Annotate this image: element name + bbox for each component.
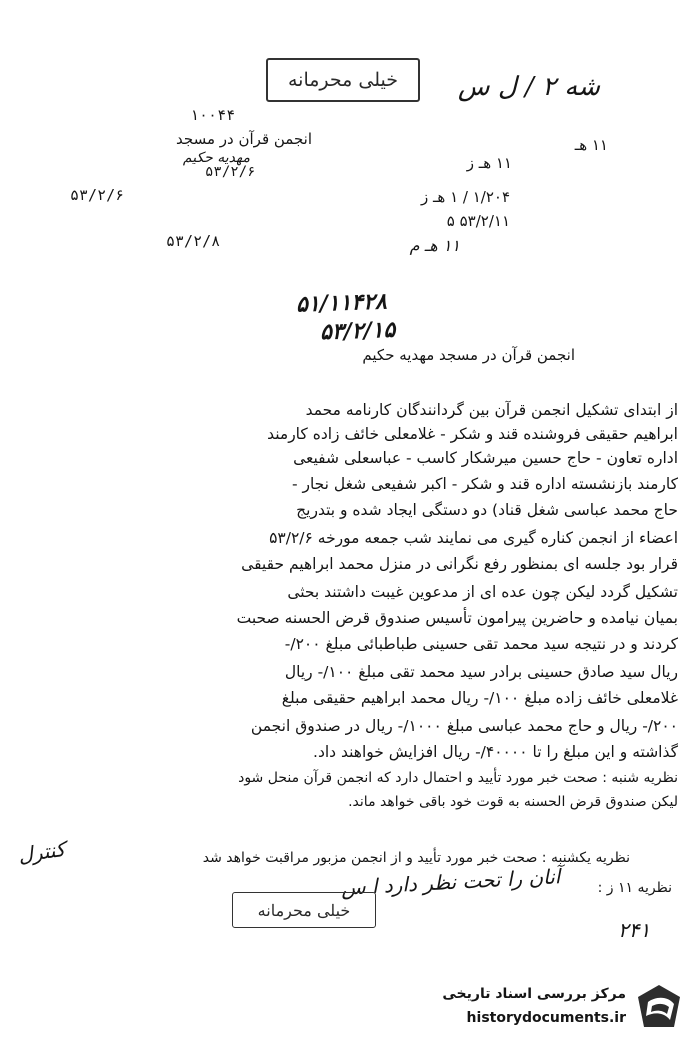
watermark-url: historydocuments.ir (466, 1010, 626, 1026)
signature: کنترل (16, 836, 67, 868)
archive-logo-icon (634, 982, 684, 1032)
date-left: ۵۳/۲/۶ (70, 186, 125, 204)
footer-classification-stamp (232, 892, 376, 928)
subject-date: ۵۳/۲/۶ (205, 164, 256, 180)
watermark-title: مرکز بررسی اسناد تاریخی (442, 986, 626, 1002)
body-line: کردند و در نتیجه سید محمد تقی حسینی طباطبائی مبلغ ۲۰۰/- (284, 635, 678, 653)
body-line: اداره تعاون - حاج حسین میرشکار کاسب - عباسعلی شفیعی (293, 449, 678, 467)
body-line: بمیان نیامده و حاضرین پیرامون تأسیس صندوق قرض الحسنه صحبت (236, 609, 678, 627)
body-line: ابراهیم حقیقی فروشنده قند و شکر - غلامعلی خائف زاده کارمند (267, 425, 678, 443)
body-line: اعضاء از انجمن کناره گیری می نمایند شب جمعه مورخه ۵۳/۲/۶ (269, 529, 678, 547)
classification-stamp-label: خیلی محرمانه (287, 69, 398, 91)
body-line: نظریه شنبه : صحت خبر مورد تأیید و احتمال دارد که انجمن قرآن منحل شود (238, 770, 678, 786)
reference-11hz: ۱۱ هـ ز (466, 154, 512, 172)
date-left-2: ۵۳/۲/۸ (166, 232, 221, 250)
reference-1204: ۱/۲۰۴ / ۱ هـ ز (420, 188, 510, 206)
reference-5392: ۵۳/۲/۱۱ ۵ (446, 212, 510, 230)
department-code: شه ۲ / ل س (457, 72, 600, 102)
body-line: از ابتدای تشکیل انجمن قرآن بین گردانندگان کارنامه محمد (305, 401, 678, 419)
reference-11hm: ۱۱ هـ م (409, 236, 460, 255)
page-number: ۲۴۱ (618, 918, 651, 942)
subject-line-2: مهدیه حکیم (182, 150, 250, 166)
watermark (408, 980, 690, 1040)
body-line: کارمند بازنشسته اداره قند و شکر - اکبر شفیعی شغل نجار - (291, 475, 678, 493)
subject-line-1: انجمن قرآن در مسجد (176, 130, 312, 148)
classification-stamp (266, 58, 420, 102)
file-date: ۵۳/۲/۱۵ (319, 316, 396, 346)
footer-stamp-label: خیلی محرمانه (257, 900, 351, 920)
body-line: قرار بود جلسه ای بمنظور رفع نگرانی در منزل محمد ابراهیم حقیقی (241, 555, 678, 573)
body-line: لیکن صندوق قرض الحسنه به قوت خود باقی خواهد ماند. (348, 794, 678, 810)
review-note: نظریه یکشنبه : صحت خبر مورد تأیید و از انجمن مزبور مراقبت خواهد شد (202, 850, 630, 866)
document-title: انجمن قرآن در مسجد مهدیه حکیم (362, 346, 575, 364)
reference-11h: ۱۱ هـ (574, 136, 608, 154)
note-text: آنان را تحت نظر دارد ا س (340, 864, 561, 900)
file-number: ۵۱/۱۱۴۲۸ (295, 288, 388, 318)
body-line: تشکیل گردد لیکن چون عده ای از مدعوین غیبت داشتند بحثی (287, 583, 678, 601)
body-line: ریال سید صادق حسینی برادر سید محمد تقی مبلغ ۱۰۰/- ریال (284, 663, 678, 681)
body-line: حاج محمد عباسی شغل قناد) دو دستگی ایجاد شده و بتدریج (296, 501, 678, 519)
body-line: غلامعلی خائف زاده مبلغ ۱۰۰/- ریال محمد ابراهیم حقیقی مبلغ (281, 689, 678, 707)
note-label: نظریه ۱۱ ز : (597, 880, 672, 896)
body-line: ۲۰۰/- ریال و حاج محمد عباسی مبلغ ۱۰۰۰/- ریال در صندوق انجمن (250, 717, 678, 735)
document-number: ۱۰۰۴۴ (190, 106, 236, 124)
body-line: گذاشته و این مبلغ را تا ۴۰۰۰۰/- ریال افزایش خواهند داد. (313, 743, 678, 761)
